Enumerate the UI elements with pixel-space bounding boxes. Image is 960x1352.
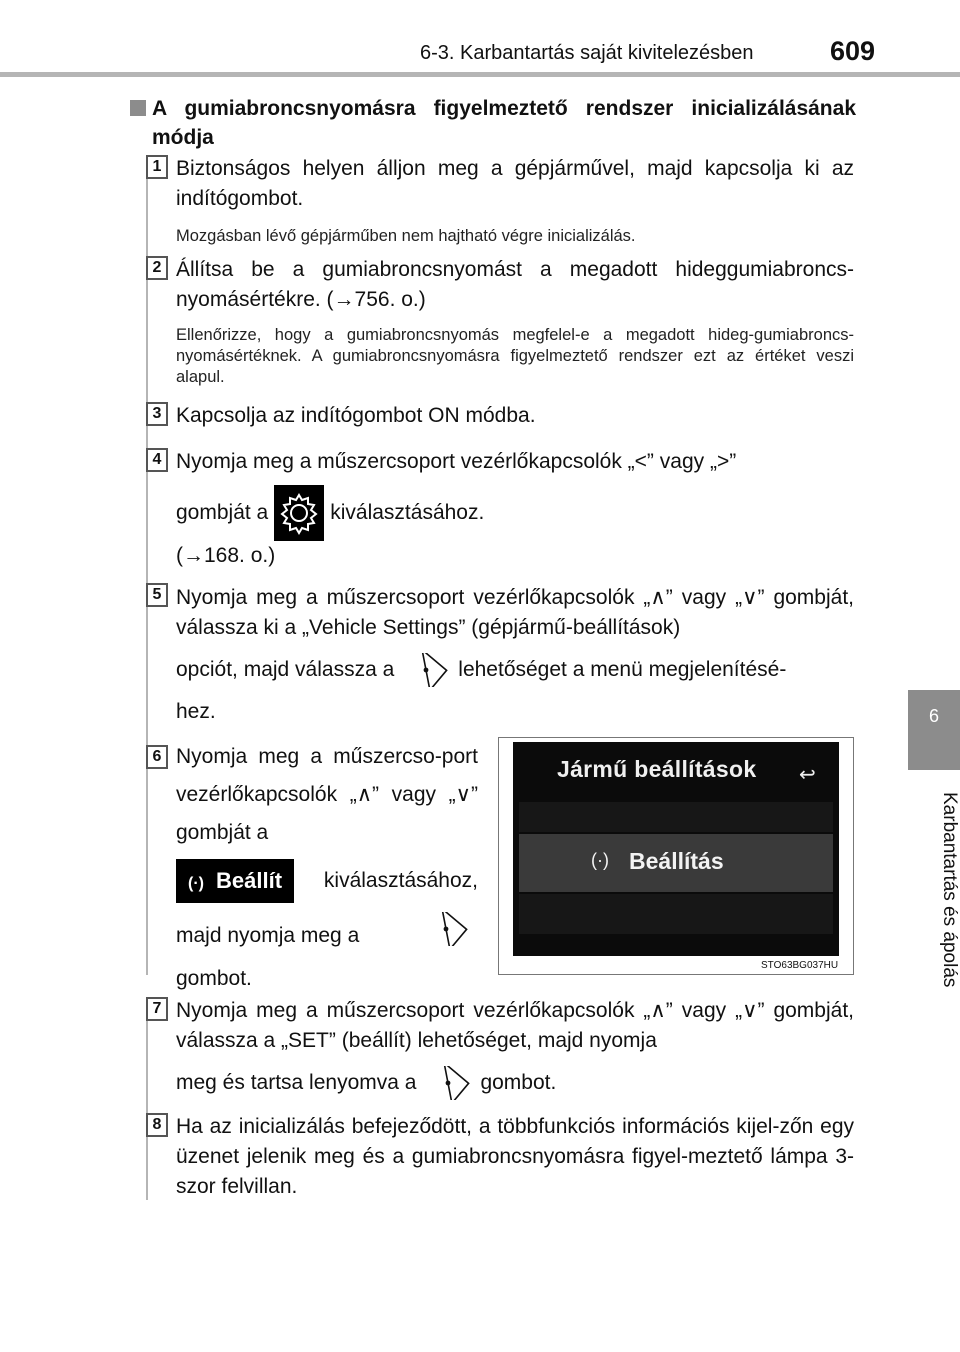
step-6-text-d: gombot.: [176, 967, 252, 990]
chapter-label-text: Karbantartás és ápolás: [939, 791, 960, 988]
ok-button-icon: [424, 912, 468, 946]
figure-id: STO63BG037HU: [761, 960, 839, 971]
screen-empty-row: [519, 894, 833, 934]
page-number: 609: [830, 36, 876, 66]
header-section-title: 6-3. Karbantartás saját kivitelezésben: [420, 42, 754, 64]
step-7-line-b: [176, 1060, 854, 1106]
step-5-line-b: [176, 647, 854, 693]
step-5-text: [176, 583, 854, 727]
display-screen: [513, 742, 839, 956]
step-7-text: [176, 996, 854, 1106]
step-6-text-b: kiválasztásához,: [323, 869, 478, 892]
section-heading: [130, 94, 856, 152]
heading-text: A gumiabroncsnyomásra figyelmeztető rendszer inicializálásának módja: [152, 97, 856, 149]
step-number: 1: [146, 155, 168, 179]
step-4-text-c: kiválasztásához.: [330, 501, 485, 524]
step-7-line-a: Nyomja meg a műszercsoport vezérlőkapcsolók „∧” vagy „∨” gombját, válassza a „SET” (beállít) lehetőséget, majd nyomja: [176, 999, 854, 1052]
step-4-text: [176, 447, 854, 571]
screen-empty-row: [519, 802, 833, 832]
settings-icon-label: Beállít: [216, 868, 283, 894]
ok-button-icon: [404, 653, 448, 687]
heading-square-icon: [130, 100, 146, 116]
step-6-line-c: [176, 912, 478, 960]
step-7-text-b: meg és tartsa lenyomva a: [176, 1071, 417, 1094]
return-arrow-icon: ↩: [799, 764, 816, 786]
chapter-side-label: [908, 782, 960, 992]
tire-settings-icon: [176, 859, 294, 903]
step-number: 7: [146, 997, 168, 1021]
step-number: 2: [146, 256, 168, 280]
step-4-line-a: Nyomja meg a műszercsoport vezérlőkapcsolók „<” vagy „>”: [176, 450, 737, 473]
step-5-text-b: opciót, majd válassza a: [176, 658, 395, 681]
step-number: 5: [146, 583, 168, 607]
step-number: 6: [146, 745, 168, 769]
step-2-text: Állítsa be a gumiabroncsnyomást a megadott hideggumiabroncs-nyomásértékre. (→756. o.): [176, 258, 854, 311]
menu-item-label: Beállítás: [629, 848, 724, 874]
chapter-number: 6: [928, 706, 939, 726]
step-number: 4: [146, 448, 168, 472]
step-4-text-b: gombját a: [176, 501, 269, 524]
step-5-text-d: hez.: [176, 700, 216, 723]
step-5-line-a: Nyomja meg a műszercsoport vezérlőkapcsolók „∧” vagy „∨” gombját, válassza ki a „Vehicle Settings” (gépjármű-beállítások): [176, 586, 854, 639]
step-6-text: [176, 738, 478, 998]
screen-title: Jármű beállítások: [557, 756, 757, 782]
selected-menu-item: [519, 834, 833, 892]
step-4-line-b: [176, 485, 854, 541]
step-6-line-a: Nyomja meg a műszercso-port vezérlőkapcsolók „∧” vagy „∨” gombját a: [176, 745, 478, 844]
tire-pressure-icon: (·): [591, 850, 609, 870]
step-number: 3: [146, 402, 168, 426]
display-screenshot: [498, 737, 854, 975]
step-1-note: Mozgásban lévő gépjárműben nem hajtható végre inicializálás.: [176, 227, 636, 245]
step-2-note: Ellenőrizze, hogy a gumiabroncsnyomás megfelel-e a megadott hideg-gumiabroncs-nyomásértéknek. A gumiabroncsnyomásra figyelmeztető rendszer ezt az értéket veszi alapul.: [176, 326, 854, 386]
step-5-text-c: lehetőséget a menü megjelenítésé-: [458, 658, 787, 681]
chapter-tab: [908, 690, 960, 770]
ok-button-icon: [426, 1066, 470, 1100]
step-8-text: Ha az inicializálás befejeződött, a többfunkciós információs kijel-zőn egy üzenet jelenik meg és a gumiabroncsnyomásra figyel-meztető lámpa 3-szor felvillan.: [176, 1115, 854, 1198]
step-1-text: Biztonságos helyen álljon meg a gépjárművel, majd kapcsolja ki az indítógombot.: [176, 157, 854, 210]
gear-icon: [274, 485, 324, 541]
step-6-line-b: [176, 858, 478, 904]
step-3-text: Kapcsolja az indítógombot ON módba.: [176, 404, 536, 427]
step-6-text-c: majd nyomja meg a: [176, 924, 360, 947]
step-number: 8: [146, 1113, 168, 1137]
step-4-page-ref: (→168. o.): [176, 544, 276, 568]
tire-pressure-icon: (·): [188, 875, 204, 893]
header-rule: [0, 72, 960, 77]
step-7-text-c: gombot.: [480, 1071, 557, 1094]
